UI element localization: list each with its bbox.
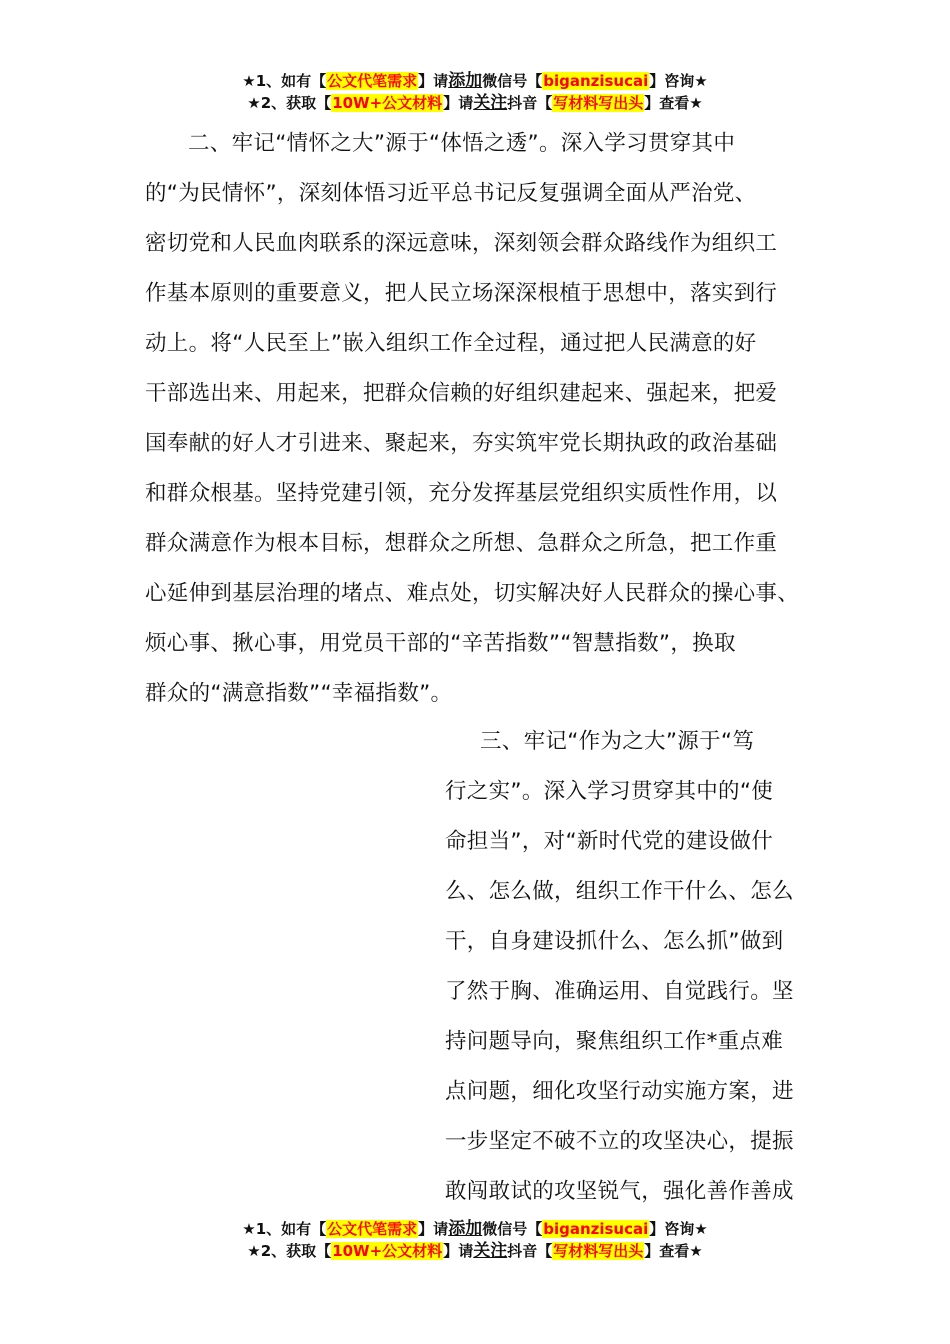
- section-2-paragraph: [145, 119, 835, 719]
- paragraph-line: 群众的“满意指数”“幸福指数”。: [145, 681, 453, 706]
- banner-text: 】请: [418, 1220, 449, 1238]
- paragraph-line: 和群众根基。坚持党建引领，充分发挥基层党组织实质性作用，以: [145, 481, 778, 506]
- paragraph-line: 干，自身建设抓什么、怎么抓”做到: [445, 929, 784, 954]
- banner-text: 】咨询★: [649, 1220, 708, 1238]
- banner-text: 】咨询★: [649, 72, 708, 90]
- paragraph-line: 二、牢记“情怀之大”源于“体悟之透”。深入学习贯穿其中: [188, 131, 736, 156]
- banner-highlight: 公文代笔需求: [327, 72, 418, 90]
- banner-underlined: 关注: [473, 93, 508, 113]
- banner-text: ★2、获取【: [247, 94, 332, 112]
- banner-highlight: 写材料写出头: [553, 94, 644, 112]
- banner-wechat-id: biganzisucai: [543, 1220, 649, 1238]
- banner-wechat-id: biganzisucai: [543, 72, 649, 90]
- paragraph-line: 心延伸到基层治理的堵点、难点处，切实解决好人民群众的操心事、: [145, 581, 800, 606]
- banner-text: ★1、如有【: [242, 72, 327, 90]
- banner-text: 】请: [443, 1242, 474, 1260]
- banner-line-1: [0, 1218, 950, 1240]
- banner-text: 】查看★: [644, 94, 703, 112]
- paragraph-line: 国奉献的好人才引进来、聚起来，夯实筑牢党长期执政的政治基础: [145, 431, 778, 456]
- banner-highlight: 10W+公文材料: [332, 94, 443, 112]
- banner-text: 】请: [443, 94, 474, 112]
- paragraph-line: 持问题导向，聚焦组织工作*重点难: [445, 1029, 784, 1054]
- paragraph-line: 了然于胸、准确运用、自觉践行。坚: [445, 979, 794, 1004]
- banner-line-2: [0, 92, 950, 114]
- section-3-paragraph: [445, 717, 825, 1217]
- paragraph-line: 行之实”。深入学习贯穿其中的“使: [445, 779, 774, 804]
- banner-highlight: 写材料写出头: [553, 1242, 644, 1260]
- paragraph-line: 群众满意作为根本目标，想群众之所想、急群众之所急，把工作重: [145, 531, 778, 556]
- paragraph-line: 动上。将“人民至上”嵌入组织工作全过程，通过把人民满意的好: [145, 331, 757, 356]
- banner-line-2: [0, 1240, 950, 1262]
- banner-text: ★1、如有【: [242, 1220, 327, 1238]
- footer-banner: [0, 1218, 950, 1262]
- banner-highlight: 公文代笔需求: [327, 1220, 418, 1238]
- banner-text: 】查看★: [644, 1242, 703, 1260]
- banner-text: 微信号【: [482, 1220, 543, 1238]
- banner-text: 抖音【: [507, 94, 553, 112]
- header-banner: [0, 70, 950, 114]
- banner-text: 】请: [418, 72, 449, 90]
- paragraph-line: 点问题，细化攻坚行动实施方案，进: [445, 1079, 794, 1104]
- paragraph-line: 干部选出来、用起来，把群众信赖的好组织建起来、强起来，把爱: [145, 381, 778, 406]
- paragraph-line: 敢闯敢试的攻坚锐气，强化善作善成: [445, 1179, 794, 1204]
- paragraph-line: 一步坚定不破不立的攻坚决心，提振: [445, 1129, 794, 1154]
- banner-underlined: 添加: [448, 71, 483, 91]
- banner-highlight: 10W+公文材料: [332, 1242, 443, 1260]
- paragraph-line: 烦心事、揪心事，用党员干部的“辛苦指数”“智慧指数”，换取: [145, 631, 736, 656]
- paragraph-line: 么、怎么做，组织工作干什么、怎么: [445, 879, 794, 904]
- paragraph-line: 三、牢记“作为之大”源于“笃: [480, 729, 755, 754]
- banner-text: ★2、获取【: [247, 1242, 332, 1260]
- paragraph-line: 作基本原则的重要意义，把人民立场深深根植于思想中，落实到行: [145, 281, 778, 306]
- banner-line-1: [0, 70, 950, 92]
- banner-text: 微信号【: [482, 72, 543, 90]
- paragraph-line: 密切党和人民血肉联系的深远意味，深刻领会群众路线作为组织工: [145, 231, 778, 256]
- paragraph-line: 的“为民情怀”，深刻体悟习近平总书记反复强调全面从严治党、: [145, 181, 757, 206]
- banner-underlined: 关注: [473, 1241, 508, 1261]
- banner-text: 抖音【: [507, 1242, 553, 1260]
- paragraph-line: 命担当”，对“新时代党的建设做什: [445, 829, 774, 854]
- banner-underlined: 添加: [448, 1219, 483, 1239]
